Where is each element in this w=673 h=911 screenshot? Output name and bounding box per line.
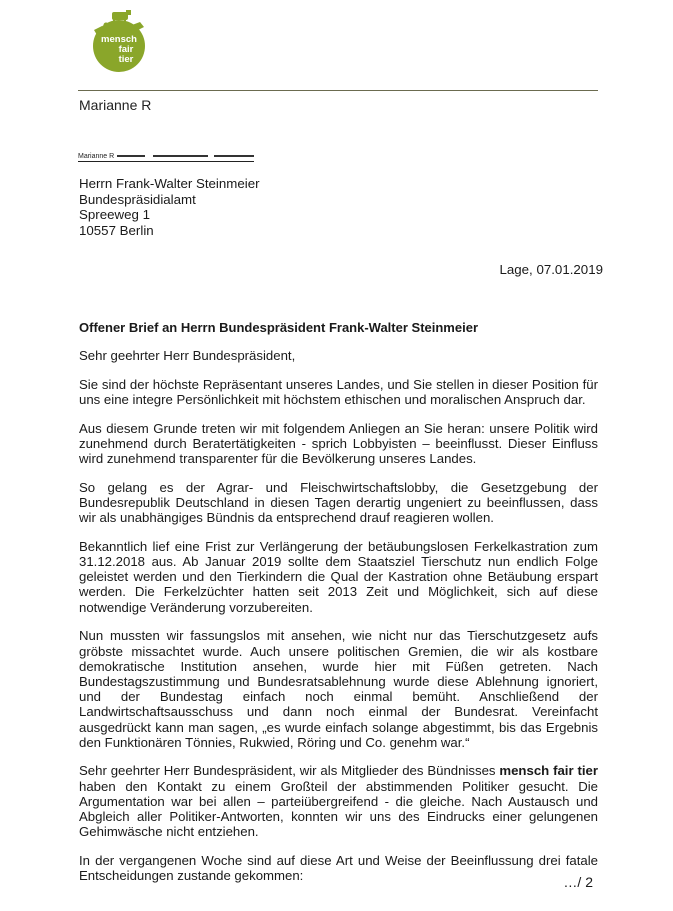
recipient-line: Bundespräsidialamt [79,191,196,207]
return-address-line [78,152,254,162]
recipient-line: Spreeweg 1 [79,207,150,222]
body-paragraph: Bekanntlich lief eine Frist zur Verlängerung der betäubungslosen Ferkelkastration zum 31.12.2018 aus. Ab Januar 2019 sollte dem Staatsziel Tierschutz nun endlich Folge geleistet werden und den Tierkindern die Qual der Kastration ohne Betäubung erspart werden. Die Ferkelzüchter hatten seit 2013 Zeit und Möglichkeit, sich auf diese notwendige Veränderung vorzubereiten. [79,538,598,615]
letter-body [79,348,598,897]
date-line: Lage, 07.01.2019 [499,262,603,277]
body-paragraph [79,763,598,839]
paragraph-text: Sehr geehrter Herr Bundespräsident, wir als Mitglieder des Bündnisses [79,763,500,779]
alliance-name: mensch fair tier [499,763,598,779]
recipient-address [79,176,260,238]
body-paragraph: Nun mussten wir fassungslos mit ansehen, wie nicht nur das Tierschutzgesetz aufs gröbste missachtet wurde. Auch unsere politischen Gremien, die wir als kostbare demokratische Institution ansehen, wurde hier mit Füßen getreten. Nach Bundestagszustimmung und Bundesratsablehnung wurde diese Ablehnung ignoriert, und der Bundestag einfach noch einmal bemüht. Anschließend der Landwirtschaftsausschuss und dann noch einmal der Bundesrat. Vereinfacht ausgedrückt kann man sagen, „es wurde einfach solange abgestimmt, bis das Ergebnis den Funktionären Tönnies, Rukwied, Röring und Co. genehm war.“ [79,628,598,750]
body-paragraph: Aus diesem Grunde treten wir mit folgendem Anliegen an Sie heran: unsere Politik wird zunehmend durch Beratertätigkeiten - sprich Lobbyisten – beeinflusst. Dieser Einfluss wird zunehmend transparenter für die Bevölkerung unseres Landes. [79,420,598,467]
body-paragraph: Sie sind der höchste Repräsentant unseres Landes, und Sie stellen in dieser Position für uns eine integre Persönlichkeit mit höchstem ethischen und moralischen Anspruch dar. [79,376,598,407]
page-continuation: …/ 2 [563,874,593,890]
redacted-text [117,155,145,157]
header-divider [78,90,598,91]
letter-subject: Offener Brief an Herrn Bundespräsident Frank-Walter Steinmeier [79,320,479,335]
logo-text-line: fair [118,44,134,55]
body-paragraph: So gelang es der Agrar- und Fleischwirtschaftslobby, die Gesetzgebung der Bundesrepublik Deutschland in diesen Tagen derartig ungeniert zu beeinflussen, dass wir als unabhängiges Bündnis da entsprechend drauf reagieren wollen. [79,479,598,526]
redacted-text [153,155,208,157]
return-address-name: Marianne R [78,153,115,160]
logo-text-line: tier [118,54,134,65]
body-paragraph: In der vergangenen Woche sind auf diese Art und Weise der Beeinflussung drei fatale Entscheidungen zustande gekommen: [79,852,598,884]
organization-logo [86,8,152,74]
redacted-text [214,155,254,157]
logo-text-line: mensch [101,34,137,45]
sender-name: Marianne R [79,97,152,113]
salutation: Sehr geehrter Herr Bundespräsident, [79,348,296,363]
recipient-line: Herrn Frank-Walter Steinmeier [79,176,260,191]
paragraph-text: haben den Kontakt zu einem Großteil der abstimmenden Politiker gesucht. Die Argumentation war bei allen – parteiübergreifend - die gleiche. Nach Austausch und Abgleich aller Politiker-Antworten, konnten wir uns des Eindrucks einer gelungenen Gehimwäsche nicht entziehen. [79,778,598,840]
recipient-line: 10557 Berlin [79,222,154,238]
animals-globe-logo-icon [86,8,152,74]
